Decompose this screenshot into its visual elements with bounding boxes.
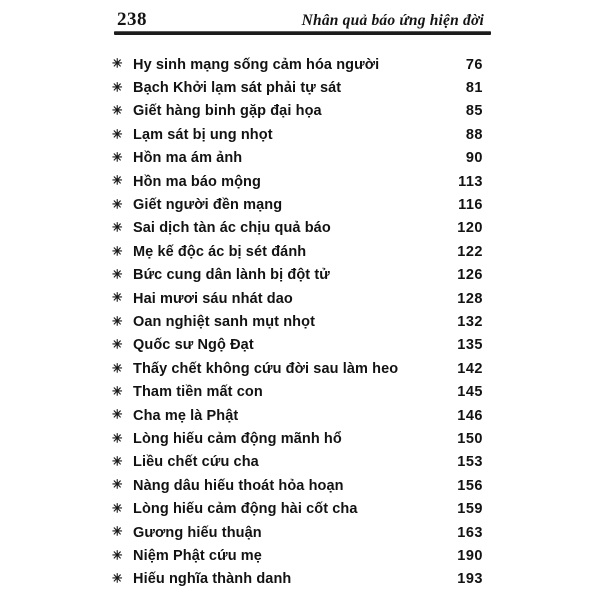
- asterisk-bullet-icon: ✳: [112, 173, 123, 188]
- asterisk-bullet-icon: ✳: [112, 571, 123, 586]
- toc-entry: [112, 170, 483, 193]
- toc-entry-title: Hồn ma báo mộng: [133, 173, 261, 190]
- toc-entry-title: Lòng hiếu cảm động hài cốt cha: [133, 501, 358, 518]
- toc-entry-title: Hiếu nghĩa thành danh: [133, 571, 292, 588]
- toc-entry-page-number: 116: [458, 197, 483, 214]
- asterisk-bullet-icon: ✳: [112, 127, 123, 142]
- toc-entry: [112, 427, 483, 450]
- asterisk-bullet-icon: ✳: [112, 337, 123, 352]
- asterisk-bullet-icon: ✳: [112, 314, 123, 329]
- toc-entry: [112, 264, 483, 287]
- toc-entry: [112, 53, 483, 76]
- toc-entry-page-number: 122: [457, 243, 483, 260]
- toc-entry: [112, 100, 483, 123]
- toc-entry-page-number: 126: [457, 267, 483, 284]
- toc-entry-title: Oan nghiệt sanh mụt nhọt: [133, 313, 316, 330]
- toc-entry: [112, 474, 483, 497]
- toc-entry-page-number: 135: [457, 337, 483, 354]
- toc-entry-page-number: 156: [457, 477, 483, 494]
- toc-entry-page-number: 163: [457, 524, 483, 541]
- toc-entry: [112, 193, 483, 216]
- asterisk-bullet-icon: ✳: [112, 477, 123, 492]
- toc-entry: [112, 404, 483, 427]
- header-book-title: Nhân quả báo ứng hiện đời: [301, 12, 484, 29]
- toc-entry: [112, 380, 483, 403]
- toc-entry: [112, 521, 483, 544]
- toc-entry: [112, 287, 483, 310]
- toc-entry-title: Bạch Khởi lạm sát phải tự sát: [133, 80, 342, 97]
- toc-entry: [112, 147, 483, 170]
- asterisk-bullet-icon: ✳: [112, 244, 123, 259]
- toc-entry: [112, 568, 483, 591]
- asterisk-bullet-icon: ✳: [112, 454, 123, 469]
- asterisk-bullet-icon: ✳: [112, 56, 123, 71]
- toc-list: [112, 53, 483, 591]
- toc-entry-page-number: 145: [457, 384, 483, 401]
- toc-entry-title: Sai dịch tàn ác chịu quả báo: [133, 220, 331, 237]
- toc-entry-page-number: 153: [457, 454, 483, 471]
- toc-entry-page-number: 81: [465, 80, 483, 97]
- toc-entry: [112, 240, 483, 263]
- asterisk-bullet-icon: ✳: [112, 80, 123, 95]
- asterisk-bullet-icon: ✳: [112, 501, 123, 516]
- toc-entry-title: Hai mươi sáu nhát dao: [133, 290, 293, 307]
- asterisk-bullet-icon: ✳: [112, 290, 123, 305]
- toc-entry: [112, 497, 483, 520]
- toc-entry: [112, 310, 483, 333]
- asterisk-bullet-icon: ✳: [112, 384, 123, 399]
- toc-entry-title: Hy sinh mạng sống cảm hóa người: [133, 56, 380, 73]
- toc-entry-title: Quốc sư Ngộ Đạt: [133, 337, 254, 354]
- toc-entry-title: Lòng hiếu cảm động mãnh hổ: [133, 430, 342, 447]
- toc-entry-title: Giết người đền mạng: [133, 197, 283, 214]
- toc-entry: [112, 451, 483, 474]
- toc-entry: [112, 544, 483, 567]
- asterisk-bullet-icon: ✳: [112, 431, 123, 446]
- toc-entry-page-number: 88: [465, 126, 483, 143]
- page-header: [117, 9, 484, 31]
- toc-entry-page-number: 120: [457, 220, 483, 237]
- asterisk-bullet-icon: ✳: [112, 197, 123, 212]
- toc-entry-page-number: 142: [457, 360, 483, 377]
- toc-entry-title: Hồn ma ám ảnh: [133, 150, 243, 167]
- header-rule: [114, 31, 491, 35]
- toc-entry: [112, 123, 483, 146]
- toc-entry-page-number: 150: [457, 430, 483, 447]
- toc-entry-title: Mẹ kế độc ác bị sét đánh: [133, 243, 307, 260]
- toc-entry: [112, 76, 483, 99]
- asterisk-bullet-icon: ✳: [112, 548, 123, 563]
- toc-entry-title: Niệm Phật cứu mẹ: [133, 547, 262, 564]
- toc-entry-title: Gương hiếu thuận: [133, 524, 262, 541]
- toc-entry-page-number: 159: [457, 501, 483, 518]
- toc-entry-title: Bức cung dân lành bị đột tử: [133, 267, 330, 284]
- asterisk-bullet-icon: ✳: [112, 267, 123, 282]
- toc-entry-title: Liều chết cứu cha: [133, 454, 259, 471]
- toc-entry: [112, 334, 483, 357]
- toc-entry-page-number: 113: [458, 173, 483, 190]
- toc-entry: [112, 357, 483, 380]
- asterisk-bullet-icon: ✳: [112, 407, 123, 422]
- toc-entry-page-number: 146: [457, 407, 483, 424]
- toc-entry-page-number: 193: [457, 571, 483, 588]
- header-page-number: 238: [117, 9, 147, 30]
- asterisk-bullet-icon: ✳: [112, 150, 123, 165]
- toc-entry-title: Nàng dâu hiếu thoát hỏa hoạn: [133, 477, 344, 494]
- toc-entry: [112, 217, 483, 240]
- toc-entry-page-number: 190: [457, 547, 483, 564]
- asterisk-bullet-icon: ✳: [112, 524, 123, 539]
- toc-entry-title: Thấy chết không cứu đời sau làm heo: [133, 360, 399, 377]
- toc-entry-title: Giết hàng binh gặp đại họa: [133, 103, 322, 120]
- toc-entry-title: Tham tiền mất con: [133, 384, 263, 401]
- toc-entry-page-number: 76: [465, 56, 483, 73]
- toc-entry-title: Lạm sát bị ung nhọt: [133, 126, 273, 143]
- asterisk-bullet-icon: ✳: [112, 220, 123, 235]
- asterisk-bullet-icon: ✳: [112, 103, 123, 118]
- toc-entry-title: Cha mẹ là Phật: [133, 407, 239, 424]
- toc-entry-page-number: 128: [457, 290, 483, 307]
- toc-entry-page-number: 90: [465, 150, 483, 167]
- toc-entry-page-number: 132: [457, 313, 483, 330]
- asterisk-bullet-icon: ✳: [112, 361, 123, 376]
- toc-entry-page-number: 85: [465, 103, 483, 120]
